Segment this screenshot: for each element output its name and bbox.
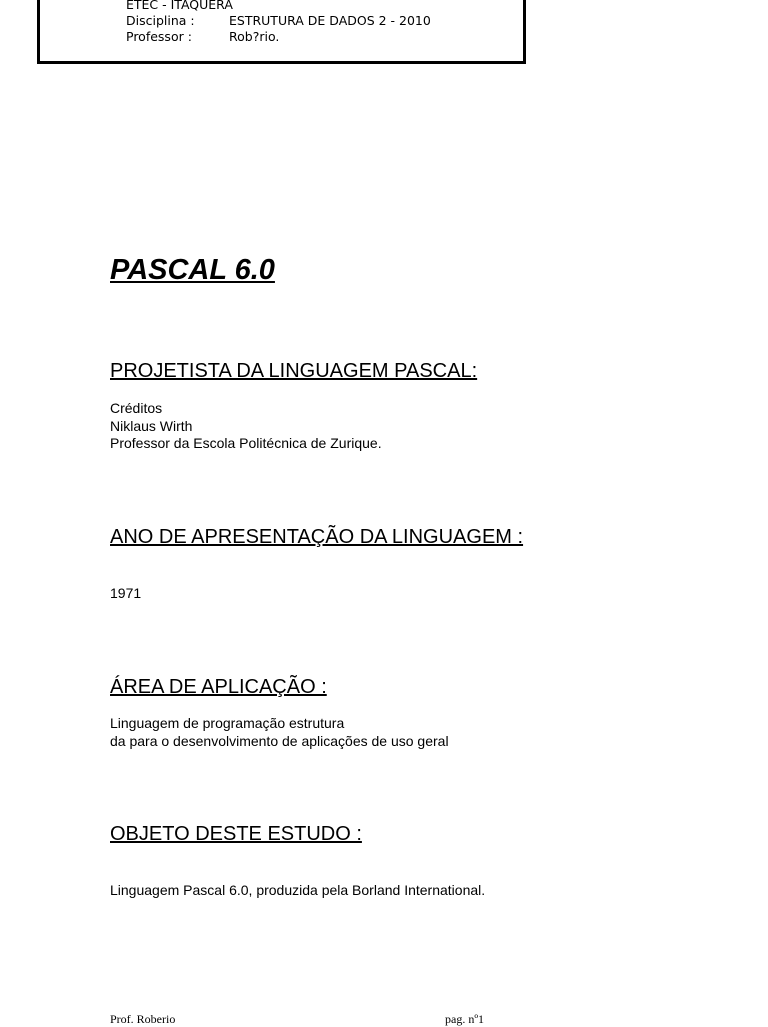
section-heading-year: ANO DE APRESENTAÇÃO DA LINGUAGEM : (110, 526, 524, 548)
section-heading-application-area: ÁREA DE APLICAÇÃO : (110, 676, 327, 698)
section-line-application-2: da para o desenvolvimento de aplicações de uso geral (110, 733, 449, 749)
professor-label: Professor : (126, 29, 192, 44)
section-line-study-object: Linguagem Pascal 6.0, produzida pela Borland International. (110, 882, 486, 898)
document-title: PASCAL 6.0 (110, 254, 275, 286)
footer-author: Prof. Roberio (110, 1012, 176, 1026)
section-line-application-1: Linguagem de programação estrutura (110, 715, 345, 731)
section-heading-study-object: OBJETO DESTE ESTUDO : (110, 823, 362, 845)
discipline-label: Disciplina : (126, 13, 195, 28)
header-box (37, 0, 526, 64)
section-heading-designer: PROJETISTA DA LINGUAGEM PASCAL: (110, 360, 478, 382)
discipline-value: ESTRUTURA DE DADOS 2 - 2010 (229, 13, 431, 28)
section-line-credits: Créditos (110, 400, 163, 416)
section-line-designer-name: Niklaus Wirth (110, 418, 193, 434)
professor-value: Rob?rio. (229, 29, 280, 44)
section-line-year: 1971 (110, 585, 142, 601)
section-line-designer-role: Professor da Escola Politécnica de Zurique. (110, 435, 382, 451)
footer-page-number: pag. nº1 (445, 1012, 485, 1026)
school-name: ETEC - ITAQUERA (126, 0, 233, 12)
